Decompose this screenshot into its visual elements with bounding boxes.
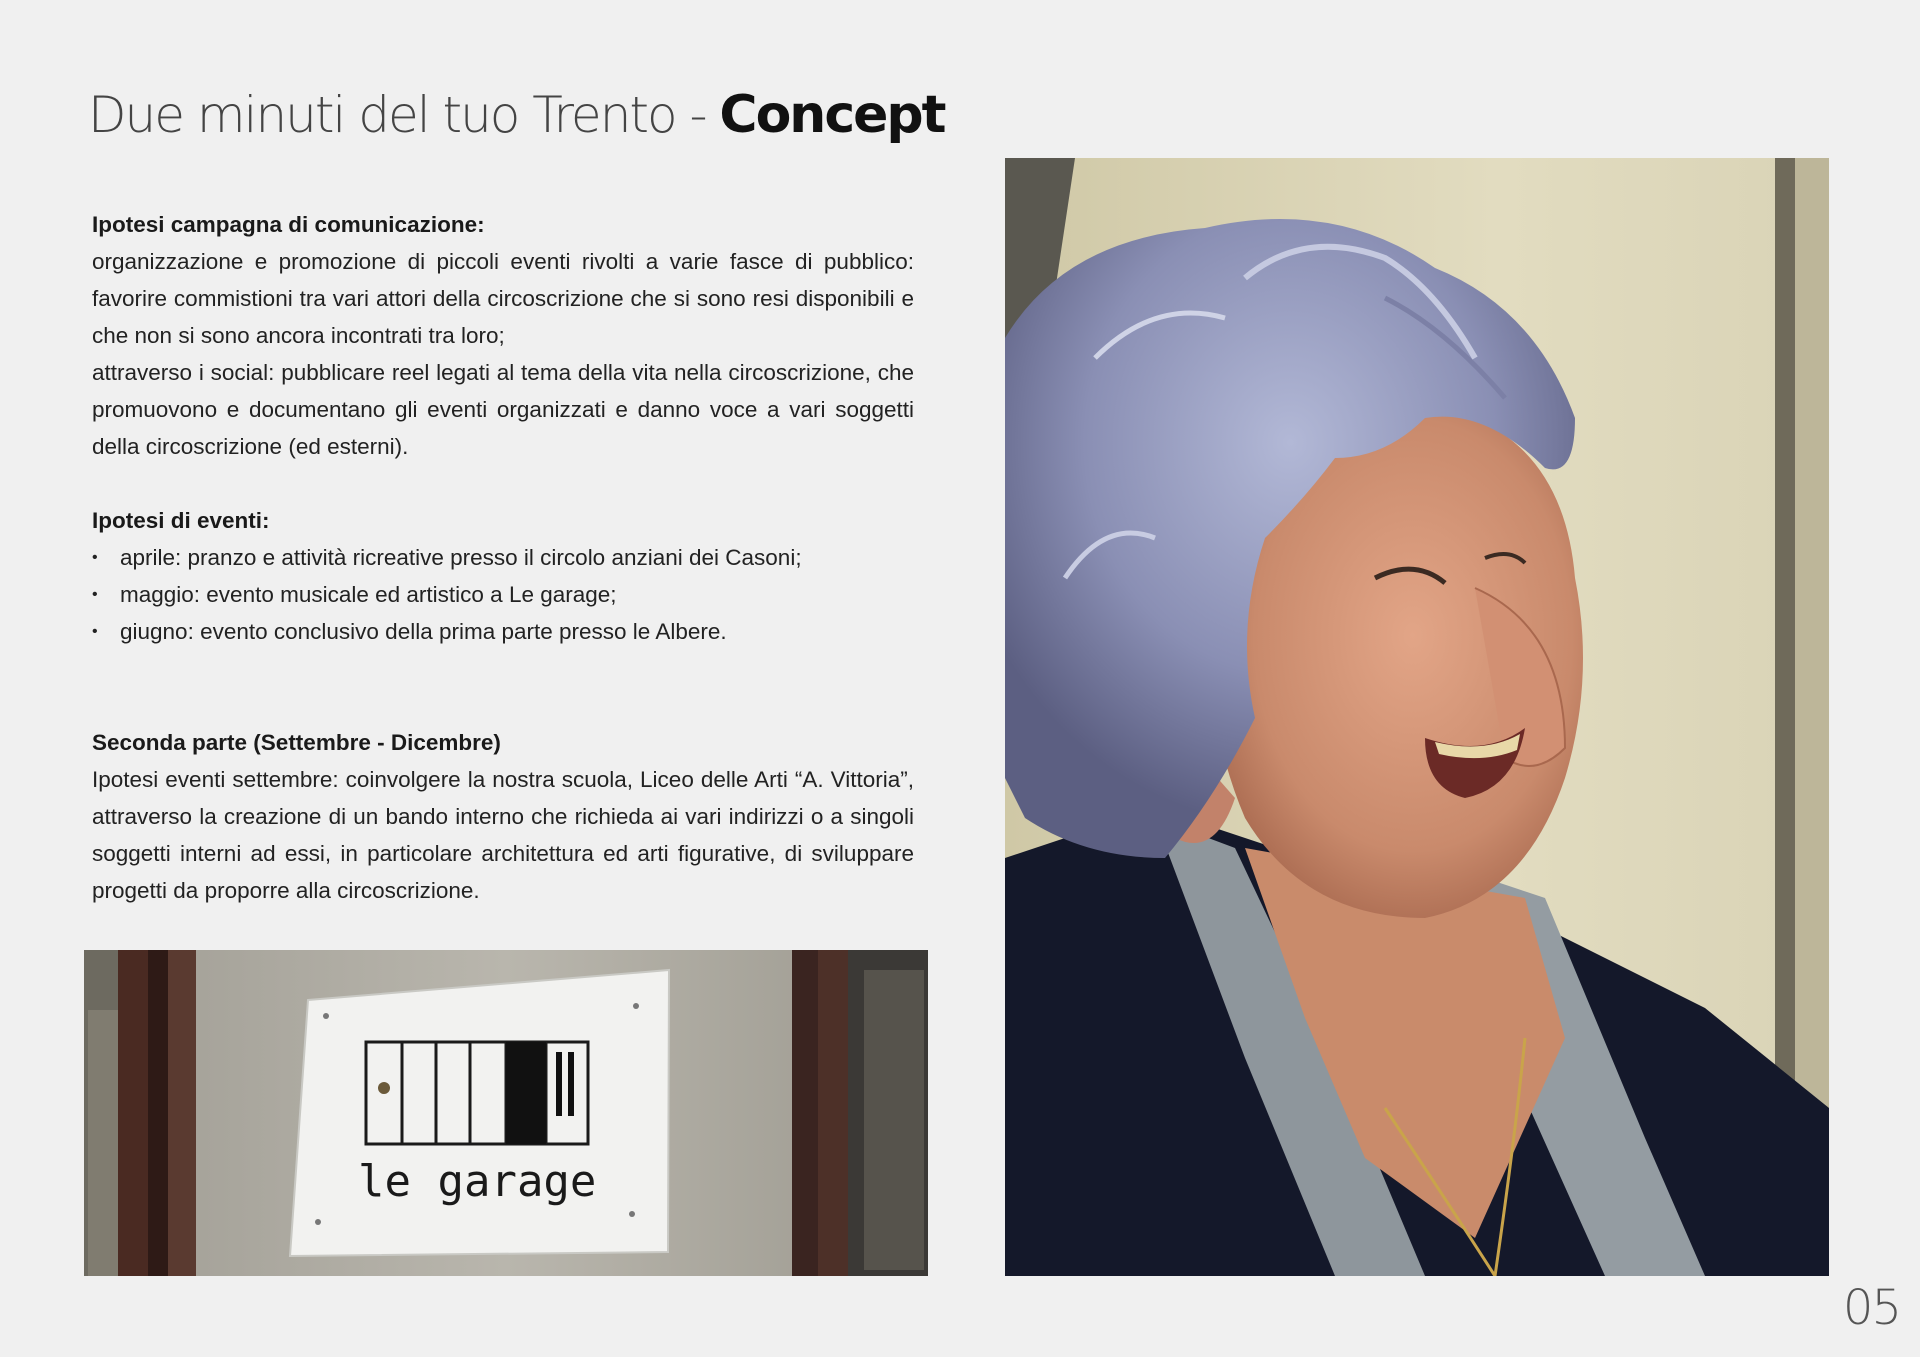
le-garage-sign-photo <box>84 950 928 1276</box>
campaign-heading: Ipotesi campagna di comunicazione: <box>92 212 485 237</box>
second-part-heading: Seconda parte (Settembre - Dicembre) <box>92 730 501 755</box>
page-number: 05 <box>1842 1280 1900 1336</box>
page-title-light: Due minuti del tuo Trento - <box>88 86 720 144</box>
events-heading: Ipotesi di eventi: <box>92 508 270 533</box>
le-garage-sign-text: le garage <box>358 1156 597 1207</box>
bullet-icon: • <box>92 623 98 640</box>
portrait-photo <box>1005 158 1829 1276</box>
event-item-text: maggio: evento musicale ed artistico a Le garage; <box>120 582 617 607</box>
bullet-icon: • <box>92 586 98 603</box>
list-item <box>92 613 914 650</box>
page-title <box>88 78 944 150</box>
text-column <box>92 206 914 909</box>
bullet-icon: • <box>92 549 98 566</box>
events-list <box>92 539 914 650</box>
event-item-text: giugno: evento conclusivo della prima parte presso le Albere. <box>120 619 727 644</box>
page-title-bold: Concept <box>719 85 945 145</box>
campaign-paragraph-1: organizzazione e promozione di piccoli eventi rivolti a varie fasce di pubblico: favorire commistioni tra vari attori della circoscrizione che si sono resi disponibili e che non si sono ancora incontrati tra loro; <box>92 249 914 348</box>
second-part-paragraph: Ipotesi eventi settembre: coinvolgere la nostra scuola, Liceo delle Arti “A. Vittoria”, attraverso la creazione di un bando interno che richieda ai vari indirizzi o a singoli soggetti interni ad essi, in particolare architettura ed arti figurative, di sviluppare progetti da proporre alla circoscrizione. <box>92 767 914 903</box>
event-item-text: aprile: pranzo e attività ricreative presso il circolo anziani dei Casoni; <box>120 545 802 570</box>
list-item <box>92 576 914 613</box>
campaign-paragraph-2: attraverso i social: pubblicare reel legati al tema della vita nella circoscrizione, che promuovono e documentano gli eventi organizzati e danno voce a vari soggetti della circoscrizione (ed esterni). <box>92 360 914 459</box>
list-item <box>92 539 914 576</box>
